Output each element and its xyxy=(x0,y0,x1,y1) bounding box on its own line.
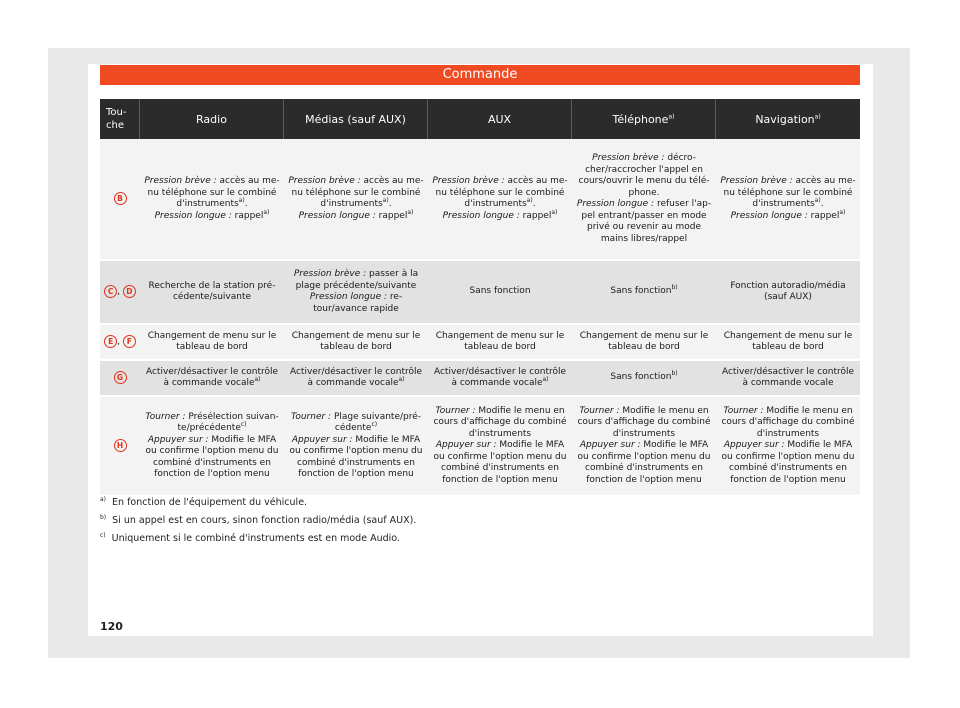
header-radio: Radio xyxy=(140,99,284,139)
footnote-b: $^{b)}$ Si un appel est en cours, sinon fonction radio/média (sauf AUX). xyxy=(100,513,417,526)
controls-table xyxy=(100,99,860,497)
cell-nav: Tourner : Modifie le menu en cours d'affichage du combiné d'instruments Appuyer sur : Modifie le MFA ou confirme l'option menu du combiné d'instruments en fonction de l'option menu xyxy=(716,397,860,497)
cell-phone: Sans fonction$^{b)}$ xyxy=(572,261,716,325)
cell-radio: Pression brève : accès au menu téléphone sur le combiné d'instruments$^{a)}$. Pression longue : rappel$^{a)}$ xyxy=(140,139,284,261)
section-banner: Commande xyxy=(100,65,860,85)
table-header-row xyxy=(100,99,860,139)
key-cell: E , F xyxy=(100,325,140,361)
cell-aux: Sans fonction xyxy=(428,261,572,325)
cell-nav: Fonction autoradio/média (sauf AUX) xyxy=(716,261,860,325)
key-c-icon: C xyxy=(104,285,117,298)
cell-media: Tourner : Plage suivante/précédente$^{c)}$ Appuyer sur : Modifie le MFA ou confirme l'option menu du combiné d'instruments en fonction de l'option menu xyxy=(284,397,428,497)
table-row xyxy=(100,325,860,361)
table-row xyxy=(100,139,860,261)
cell-aux: Tourner : Modifie le menu en cours d'affichage du combiné d'instruments Appuyer sur : Modifie le MFA ou confirme l'option menu du combiné d'instruments en fonction de l'option menu xyxy=(428,397,572,497)
cell-media: Pression brève : passer à la plage précédente/suivante Pression longue : retour/avance rapide xyxy=(284,261,428,325)
header-phone: Téléphone$^{a)}$ xyxy=(572,99,716,139)
header-nav: Navigation$^{a)}$ xyxy=(716,99,860,139)
key-cell xyxy=(100,361,140,397)
footnote-c: $^{c)}$ Uniquement si le combiné d'instruments est en mode Audio. xyxy=(100,531,400,544)
table-row xyxy=(100,261,860,325)
key-h-icon: H xyxy=(114,439,127,452)
key-cell: C , D xyxy=(100,261,140,325)
key-f-icon: F xyxy=(123,335,136,348)
key-cell xyxy=(100,397,140,497)
footnotes xyxy=(100,494,416,548)
footnote-a: $^{a)}$ En fonction de l'équipement du véhicule. xyxy=(100,495,308,508)
cell-radio: Activer/désactiver le contrôle à commande vocale$^{a)}$ xyxy=(140,361,284,397)
cell-aux: Changement de menu sur le tableau de bord xyxy=(428,325,572,361)
header-aux: AUX xyxy=(428,99,572,139)
key-d-icon: D xyxy=(123,285,136,298)
key-b-icon: B xyxy=(114,192,127,205)
cell-aux: Pression brève : accès au menu téléphone sur le combiné d'instruments$^{a)}$. Pression longue : rappel$^{a)}$ xyxy=(428,139,572,261)
header-media: Médias (sauf AUX) xyxy=(284,99,428,139)
cell-media: Pression brève : accès au menu téléphone sur le combiné d'instruments$^{a)}$. Pression longue : rappel$^{a)}$ xyxy=(284,139,428,261)
cell-radio: Recherche de la station précédente/suivante xyxy=(140,261,284,325)
page-number: 120 xyxy=(100,620,123,633)
cell-phone: Tourner : Modifie le menu en cours d'affichage du combiné d'instruments Appuyer sur : Modifie le MFA ou confirme l'option menu du combiné d'instruments en fonction de l'option menu xyxy=(572,397,716,497)
cell-phone: Pression brève : décrocher/raccrocher l'appel en cours/ouvrir le menu du téléphone. Pression longue : refuser l'appel entrant/passer en mode privé ou revenir au mode mains libres/rappel xyxy=(572,139,716,261)
cell-media: Changement de menu sur le tableau de bord xyxy=(284,325,428,361)
header-key: Tou- che xyxy=(100,99,140,139)
cell-radio: Tourner : Présélection suivante/précédente$^{c)}$ Appuyer sur : Modifie le MFA ou confirme l'option menu du combiné d'instruments en fonction de l'option menu xyxy=(140,397,284,497)
table-row xyxy=(100,361,860,397)
cell-radio: Changement de menu sur le tableau de bord xyxy=(140,325,284,361)
key-g-icon: G xyxy=(114,371,127,384)
cell-nav: Changement de menu sur le tableau de bord xyxy=(716,325,860,361)
cell-media: Activer/désactiver le contrôle à commande vocale$^{a)}$ xyxy=(284,361,428,397)
cell-phone: Changement de menu sur le tableau de bord xyxy=(572,325,716,361)
key-e-icon: E xyxy=(104,335,117,348)
cell-aux: Activer/désactiver le contrôle à commande vocale$^{a)}$ xyxy=(428,361,572,397)
cell-phone: Sans fonction$^{b)}$ xyxy=(572,361,716,397)
key-cell xyxy=(100,139,140,261)
table-row xyxy=(100,397,860,497)
cell-nav: Pression brève : accès au menu téléphone sur le combiné d'instruments$^{a)}$. Pression longue : rappel$^{a)}$ xyxy=(716,139,860,261)
cell-nav: Activer/désactiver le contrôle à commande vocale xyxy=(716,361,860,397)
